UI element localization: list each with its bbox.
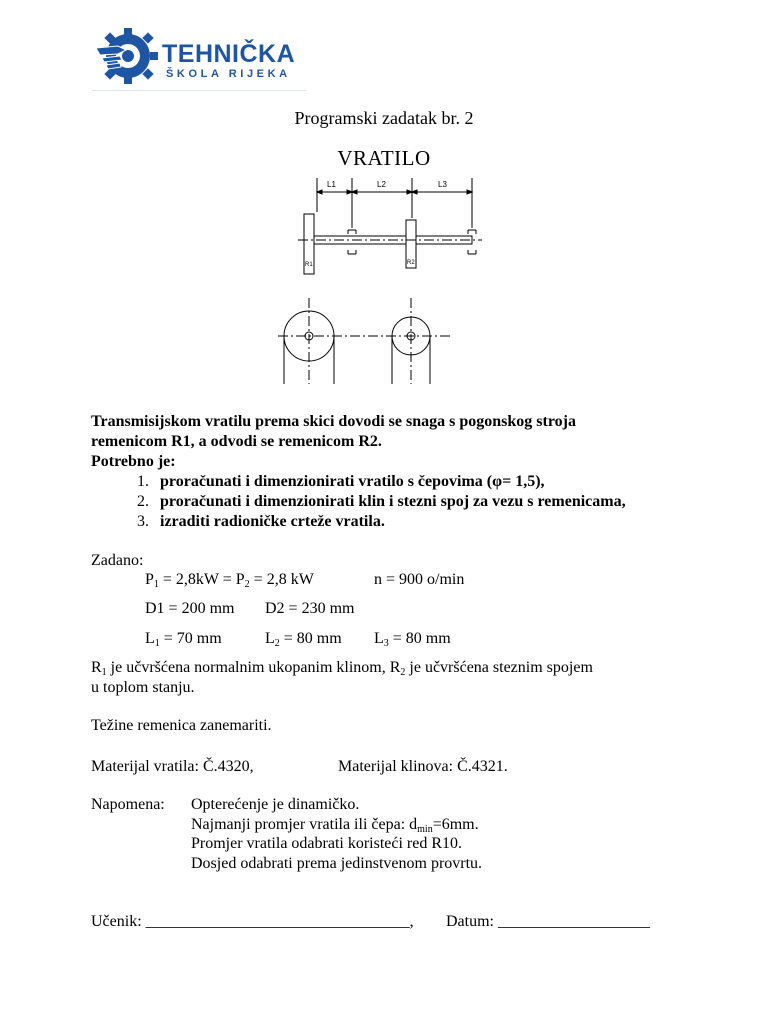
logo-word-tehnicka: TEHNIČKA xyxy=(162,40,296,68)
weights-note: Težine remenica zanemariti. xyxy=(91,717,272,734)
given-d1: D1 = 200 mm xyxy=(145,600,235,617)
material-keys: Materijal klinova: Č.4321. xyxy=(338,758,508,775)
task-1-number: 1. xyxy=(137,473,149,490)
label-r1: R1 xyxy=(305,262,313,268)
given-power: $P_1 = 2,8kW = P_2 = 2,8$ kW xyxy=(145,571,314,590)
fixing-line-2: u toplom stanju. xyxy=(91,679,195,696)
task-1-text: proračunati i dimenzionirati vratilo s čepovima (φ= 1,5), xyxy=(160,473,545,490)
given-d2: D2 = 230 mm xyxy=(265,600,355,617)
bearing-1-bottom xyxy=(348,250,356,254)
given-l3: $L_3 = 80$ mm xyxy=(374,630,451,649)
intro-line-1: Transmisijskom vratilu prema skici dovodi se snaga s pogonskog stroja xyxy=(91,413,576,430)
date-field: Datum: ___________________ xyxy=(446,913,650,930)
given-speed: n = 900 o/min xyxy=(374,571,465,588)
label-l1: L1 xyxy=(327,180,336,189)
intro-line-2: remenicom R1, a odvodi se remenicom R2. xyxy=(91,433,382,450)
logo-word-skola: ŠKOLA RIJEKA xyxy=(166,68,291,80)
page-title: Programski zadatak br. 2 xyxy=(294,108,474,128)
label-l3: L3 xyxy=(438,180,447,189)
task-3-text: izraditi radioničke crteže vratila. xyxy=(160,513,385,530)
school-logo xyxy=(92,28,307,92)
bearing-1-top xyxy=(348,230,356,234)
task-2-number: 2. xyxy=(137,493,149,510)
note-line-2: Najmanji promjer vratila ili čepa: $d_{min}=6mm$. xyxy=(191,816,479,835)
bearing-2-bottom xyxy=(468,250,476,254)
note-label: Napomena: xyxy=(91,796,165,813)
page-subtitle: VRATILO xyxy=(337,146,431,170)
label-r2: R2 xyxy=(407,260,415,266)
bearing-2-top xyxy=(468,230,476,234)
gear-hand-icon xyxy=(92,28,162,88)
given-label: Zadano: xyxy=(91,552,144,569)
note-line-3: Promjer vratila odabrati koristeći red R10. xyxy=(191,835,463,852)
logo-underline xyxy=(92,90,307,91)
fixing-line-1: $R_1$ je učvršćena normalnim ukopanim klinom, $R_2$ je učvršćena steznim spojem xyxy=(91,659,593,678)
student-field: Učenik: _________________________________, xyxy=(91,913,414,930)
given-l1: $L_1 = 70$ mm xyxy=(145,630,222,649)
shaft-drawing xyxy=(270,172,490,387)
label-l2: L2 xyxy=(377,180,386,189)
material-shaft: Materijal vratila: Č.4320, xyxy=(91,758,254,775)
task-3-number: 3. xyxy=(137,513,149,530)
intro-line-3: Potrebno je: xyxy=(91,453,176,470)
note-line-4: Dosjed odabrati prema jedinstvenom provrtu. xyxy=(191,855,483,872)
note-line-1: Opterećenje je dinamičko. xyxy=(191,796,360,813)
given-l2: $L_2 = 80$ mm xyxy=(265,630,342,649)
task-2-text: proračunati i dimenzionirati klin i stezni spoj za vezu s remenicama, xyxy=(160,493,626,510)
